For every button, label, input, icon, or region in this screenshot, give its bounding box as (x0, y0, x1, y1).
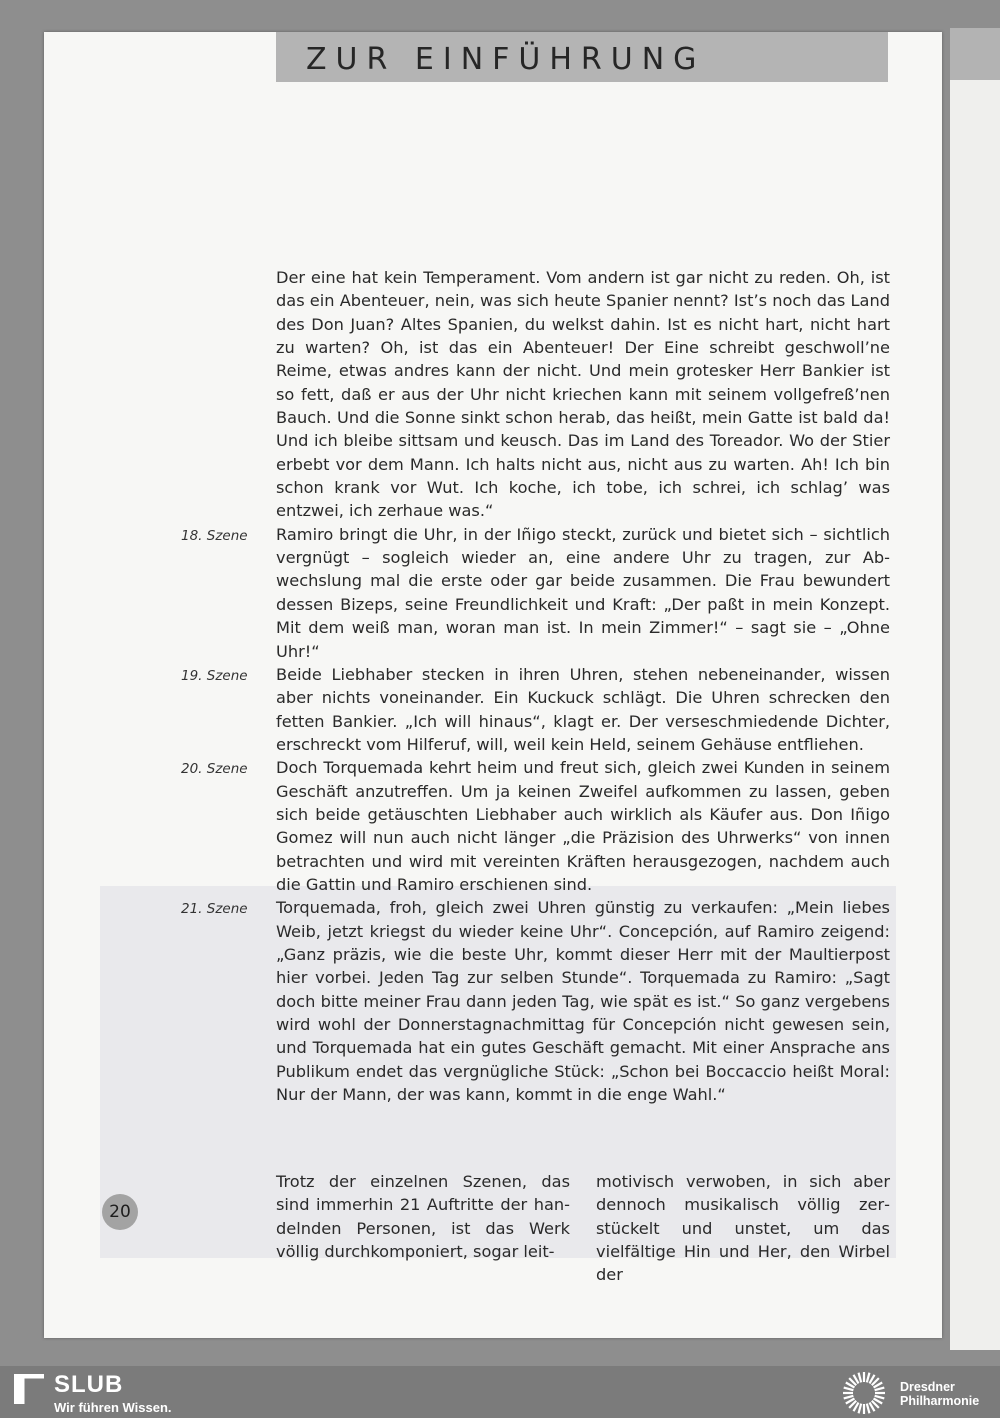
paragraph-text: Beide Liebhaber stecken in ihren Uhren, stehen nebeneinander, wissen aber nichts voneinander. Ein Kuckuck schlägt. Die Uhren schrecken den fetten Bankier. „Ich will hinaus“, klagt er. Der verseschmiedende Dichter, erschreckt vom Hilferuf, will, weil kein Held, seinem Gehäuse entfliehen. (276, 664, 890, 754)
paragraph-text: Ramiro bringt die Uhr, in der Iñigo steckt, zurück und bietet sich – sichtlich vergnügt – sogleich wieder an, eine andere Uhr zu tragen, zur Abwechslung mal die erste oder gar beide zusammen. Die Frau bewundert dessen Bizeps, seine Freundlichkeit und Kraft: „Der paßt in mein Konzept. Mit dem weiß man, woran man ist. In mein Zimmer!“ – sagt sie – „Ohne Uhr!“ (276, 524, 890, 661)
paragraph-scene-21 (181, 896, 890, 1106)
philharmonie-line-2: Philharmonie (900, 1394, 980, 1408)
column-right: motivisch verwoben, in sich aber dennoch musikalisch völlig zerstückelt und unstet, um das vielfältige Hin und Her, den Wirbel der (596, 1172, 890, 1285)
paragraph-intro (276, 266, 890, 523)
scene-label: 21. Szene (181, 901, 248, 918)
paragraph-text: Der eine hat kein Temperament. Vom andern ist gar nicht zu reden. Oh, ist das ein Abenteuer, nein, was sich heute Spanier nennt? Ist’s noch das Land des Don Juan? Altes Spanien, du welkst dahin. Ist es nicht hart, nicht hart zu warten? Oh, ist das ein Abenteuer! Der Eine schreibt geschwoll’ne Reime, etwas andres kann der nicht. Und mein grotesker Herr Bankier ist so fett, daß er aus der Uhr nicht kriechen kann mit seinem vollgefreß’nen Bauch. Und die Sonne sinkt schon herab, das heißt, mein Gatte ist bald da! Und ich bleibe sittsam und keusch. Das im Land des Toreador. Wo der Stier erbebt vor dem Mann. Ich halts nicht aus, nicht aus zu warten. Ah! Ich bin schon krank vor Wut. Ich koche, ich tobe, ich schrei, ich schlag’ was entzwei, ich zerhaue was.“ (276, 268, 890, 521)
philharmonie-name (900, 1380, 979, 1408)
paragraph-text: Doch Torquemada kehrt heim und freut sich, gleich zwei Kunden in seinem Geschäft anzutreffen. Um ja keinen Zweifel aufkommen zu lassen, geben sich beide getäuschten Liebhaber auch wirklich als Käufer aus. Don Iñigo Gomez will nun auch nicht länger „die Präzision des Uhrwerks“ von innen betrachten und wird mit vereinten Kräften herausgezogen, nachdem auch die Gattin und Ramiro erschienen sind. (276, 758, 890, 894)
philharmonie-line-1: Dresdner (900, 1380, 955, 1394)
paragraph-text: Torquemada, froh, gleich zwei Uhren günstig zu verkaufen: „Mein liebes Weib, jetzt kriegst du wieder keine Uhr“. Concepción, auf Ramiro zeigend: „Ganz präzis, wie die beste Uhr, kommt dieser Herr mit der Maultierpost hier vorbei. Jeden Tag zur selben Stunde“. Torquemada zu Ramiro: „Sagt doch bitte meiner Frau dann jeden Tag, wie spät es ist.“ So ganz vergebens wird wohl der Donnerstagnachmittag für Concepción nicht gewesen sein, und Torquemada hat ein gutes Geschäft gemacht. Mit einer Ansprache ans Publikum endet das vergnügliche Stück: „Schon bei Boccaccio heißt Moral: Nur der Mann, der was kann, kommt in die enge Wahl.“ (276, 898, 890, 1105)
page-title: ZUR EINFÜHRUNG (306, 42, 706, 77)
logo-ray (844, 1388, 854, 1391)
paragraph-scene-18 (181, 523, 890, 663)
logo-ray (867, 1373, 870, 1383)
paragraph-scene-19 (181, 663, 890, 756)
scene-label: 18. Szene (181, 527, 248, 544)
slub-name: SLUB (54, 1371, 124, 1398)
logo-ray (875, 1396, 885, 1399)
logo-ray (867, 1404, 870, 1414)
slub-tagline: Wir führen Wissen. (54, 1400, 172, 1415)
logo-ray (875, 1388, 885, 1391)
two-column-text (276, 1170, 890, 1287)
page-number: 20 (102, 1194, 138, 1230)
column-left: Trotz der einzelnen Szenen, das sind immerhin 21 Auftritte der handelnden Personen, ist das Werk völlig durchkomponiert, sogar leit- (276, 1172, 570, 1262)
logo-ray (844, 1396, 854, 1399)
logo-ray (859, 1373, 862, 1383)
scene-label: 19. Szene (181, 667, 248, 684)
paragraph-scene-20 (181, 756, 890, 896)
scene-label: 20. Szene (181, 761, 248, 778)
adjacent-page-edge (950, 28, 1000, 1350)
philharmonie-logo-icon (842, 1371, 886, 1415)
body-text (181, 266, 890, 1106)
logo-ray (859, 1404, 862, 1414)
